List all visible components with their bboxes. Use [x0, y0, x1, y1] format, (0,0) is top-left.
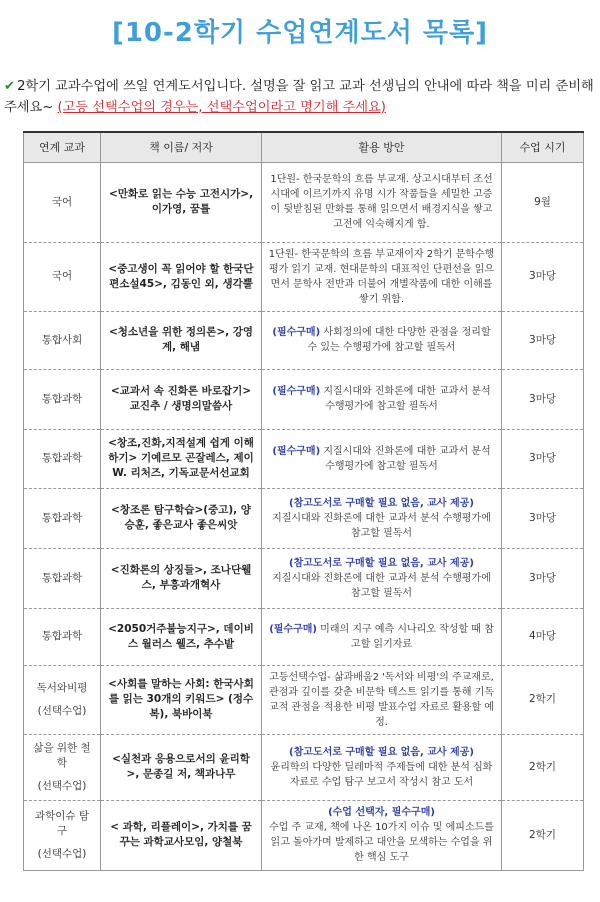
period-cell: 3마당 — [502, 429, 584, 488]
plan-cell — [262, 734, 502, 800]
plan-cell — [262, 242, 502, 311]
subject-note: (선택수업) — [37, 847, 87, 860]
plan-cell — [262, 488, 502, 548]
subject-cell — [24, 548, 101, 608]
purchase-tag: (수업 선택자, 필수구매) — [328, 807, 435, 818]
plan-cell — [262, 429, 502, 488]
subject-cell — [24, 311, 101, 369]
table-row — [24, 734, 584, 800]
period-cell: 3마당 — [502, 488, 584, 548]
subject-cell — [24, 369, 101, 429]
table-row — [24, 800, 584, 870]
plan-text: 지질시대와 진화론에 대한 교과서 분석 수행평가에 참고할 필독서 — [320, 386, 491, 412]
subject-name: 독서와비평 — [36, 681, 88, 694]
purchase-tag: (참고도서로 구매할 필요 없음, 교사 제공) — [289, 746, 474, 758]
book-cell: <중고생이 꼭 읽어야 할 한국단편소설45>, 김동인 외, 생각뿔 — [101, 242, 262, 311]
purchase-tag: (필수구매) — [272, 386, 321, 397]
subject-name: 통합사회 — [41, 333, 83, 346]
subject-name: 과학이슈 탐구 — [34, 809, 90, 837]
period-cell: 2학기 — [502, 734, 584, 800]
intro-text: 2학기 교과수업에 쓰일 연계도서입니다. 설명을 잘 읽고 교과 선생님의 안내에 따라 책을 미리 준비해 주세요~ — [4, 79, 594, 115]
plan-cell — [262, 548, 502, 608]
book-cell: < 과학, 리플레이>, 가치를 꿈꾸는 과학교사모임, 양철북 — [101, 800, 262, 870]
table-row — [24, 608, 584, 665]
plan-text: 고등선택수업- 삶과배움2 '독서와 비평'의 주교재로, 관점과 깊이를 갖춘 비문학 텍스트 읽기를 통해 기독교적 관점을 적용한 비평 발표수업 자료로 활용할 예정. — [268, 671, 495, 728]
subject-cell — [24, 734, 101, 800]
period-cell: 3마당 — [502, 311, 584, 369]
period-cell: 9월 — [502, 162, 584, 242]
plan-cell — [262, 162, 502, 242]
subject-name: 삶을 위한 철학 — [33, 741, 91, 769]
plan-cell — [262, 665, 502, 734]
subject-name: 통합과학 — [41, 571, 83, 584]
purchase-tag: (필수구매) — [272, 445, 321, 457]
book-list-table — [23, 131, 584, 871]
plan-text: 1단원- 한국문학의 흐름 부교재. 상고시대부터 조선시대에 이르기까지 유명 시가 작품들을 세밀한 고증이 뒷받침된 만화를 통해 읽으면서 배경지식을 쌓고 고전에 익숙해지게 함. — [270, 174, 493, 230]
book-cell: <만화로 읽는 수능 고전시가>, 이가영, 꿈틀 — [101, 162, 262, 242]
subject-name: 국어 — [51, 195, 73, 208]
table-row — [24, 429, 584, 488]
book-cell: <진화론의 상징들>, 조나단웰스, 부흥과개혁사 — [101, 548, 262, 608]
plan-text: 사회정의에 대한 다양한 관점을 정리할 수 있는 수행평가에 참고할 필독서 — [307, 327, 491, 353]
subject-cell — [24, 242, 101, 311]
plan-text: 미래의 지구 예측 시나리오 작성할 때 참고할 읽기자료 — [316, 623, 494, 650]
plan-text: 윤리학의 다양한 딜레마적 주제들에 대한 분석 심화 자료로 수업 탐구 보고서 작성시 참고 도서 — [270, 761, 493, 788]
plan-text: 지질시대와 진화론에 대한 교과서 분석 수행평가에 참고할 필독서 — [272, 572, 491, 599]
table-row — [24, 548, 584, 608]
period-cell: 3마당 — [502, 548, 584, 608]
period-cell: 3마당 — [502, 242, 584, 311]
book-cell: <창조,진화,지적설계 쉽게 이해하기> 기예르모 곤잘레스, 제이 W. 리처즈, 기독교문서선교회 — [101, 429, 262, 488]
table-row — [24, 369, 584, 429]
plan-text: 1단원- 한국문학의 흐름 부교재이자 2학기 문학수행평가 읽기 교재. 현대문학의 대표적인 단편선을 읽으면서 문학사 전반과 더불어 개별작품에 대한 이해를 쌓기 위함. — [268, 248, 495, 305]
book-cell: <사회를 말하는 사회: 한국사회를 읽는 30개의 키워드> (정수복), 북바이북 — [101, 665, 262, 734]
period-cell: 3마당 — [502, 369, 584, 429]
purchase-tag: (필수구매) — [272, 327, 321, 338]
subject-cell — [24, 162, 101, 242]
header-subject: 연계 교과 — [24, 132, 101, 162]
plan-text: 지질시대와 진화론에 대한 교과서 분석 수행평가에 참고할 필독서 — [320, 445, 491, 472]
subject-note: (선택수업) — [37, 704, 87, 717]
subject-name: 통합과학 — [41, 511, 83, 524]
period-cell: 2학기 — [502, 800, 584, 870]
table-row — [24, 162, 584, 242]
subject-note: (선택수업) — [37, 779, 87, 792]
plan-text: 지질시대와 진화론에 대한 교과서 분석 수행평가에 참고할 필독서 — [272, 512, 491, 539]
subject-cell — [24, 488, 101, 548]
subject-name: 통합과학 — [41, 452, 83, 464]
book-cell: <교과서 속 진화론 바로잡기> 교진추 / 생명의말씀사 — [101, 369, 262, 429]
header-period: 수업 시기 — [502, 132, 584, 162]
plan-text: 수업 주 교재, 책에 나온 10가지 이슈 및 에피소드를 읽고 돌아가며 발제하고 대안을 모색하는 수업을 위한 핵심 도구 — [269, 822, 494, 863]
period-cell: 4마당 — [502, 608, 584, 665]
plan-cell — [262, 800, 502, 870]
book-cell: <창조론 탐구학습>(중고), 양승훈, 좋은교사 좋은씨앗 — [101, 488, 262, 548]
check-mark-icon: ✔ — [4, 79, 16, 94]
header-plan: 활용 방안 — [262, 132, 502, 162]
book-cell: <2050거주불능지구>, 데이비스 월러스 웰즈, 추수밭 — [101, 608, 262, 665]
header-book: 책 이름/ 저자 — [101, 132, 262, 162]
subject-cell — [24, 800, 101, 870]
page-title: [10-2학기 수업연계도서 목록] — [111, 18, 489, 48]
table-row — [24, 242, 584, 311]
plan-cell — [262, 311, 502, 369]
table-row — [24, 488, 584, 548]
table-row — [24, 311, 584, 369]
plan-cell — [262, 608, 502, 665]
subject-name: 통합과학 — [41, 392, 83, 405]
table-header-row — [24, 132, 584, 162]
subject-cell — [24, 429, 101, 488]
purchase-tag: (참고도서로 구매할 필요 없음, 교사 제공) — [289, 557, 474, 569]
subject-cell — [24, 665, 101, 734]
table-row — [24, 665, 584, 734]
period-cell: 2학기 — [502, 665, 584, 734]
purchase-tag: (참고도서로 구매할 필요 없음, 교사 제공) — [289, 497, 474, 509]
book-cell: <실천과 응용으로서의 윤리학>, 문종길 저, 책과나무 — [101, 734, 262, 800]
book-cell: <청소년을 위한 정의론>, 강영계, 해냄 — [101, 311, 262, 369]
subject-name: 통합과학 — [41, 630, 83, 642]
intro-paragraph — [4, 76, 596, 118]
purchase-tag: (필수구매) — [269, 623, 317, 635]
subject-cell — [24, 608, 101, 665]
plan-cell — [262, 369, 502, 429]
intro-note: (고등 선택수업의 경우는, 선택수업이라고 명기해 주세요) — [57, 100, 386, 115]
subject-name: 국어 — [51, 270, 73, 282]
